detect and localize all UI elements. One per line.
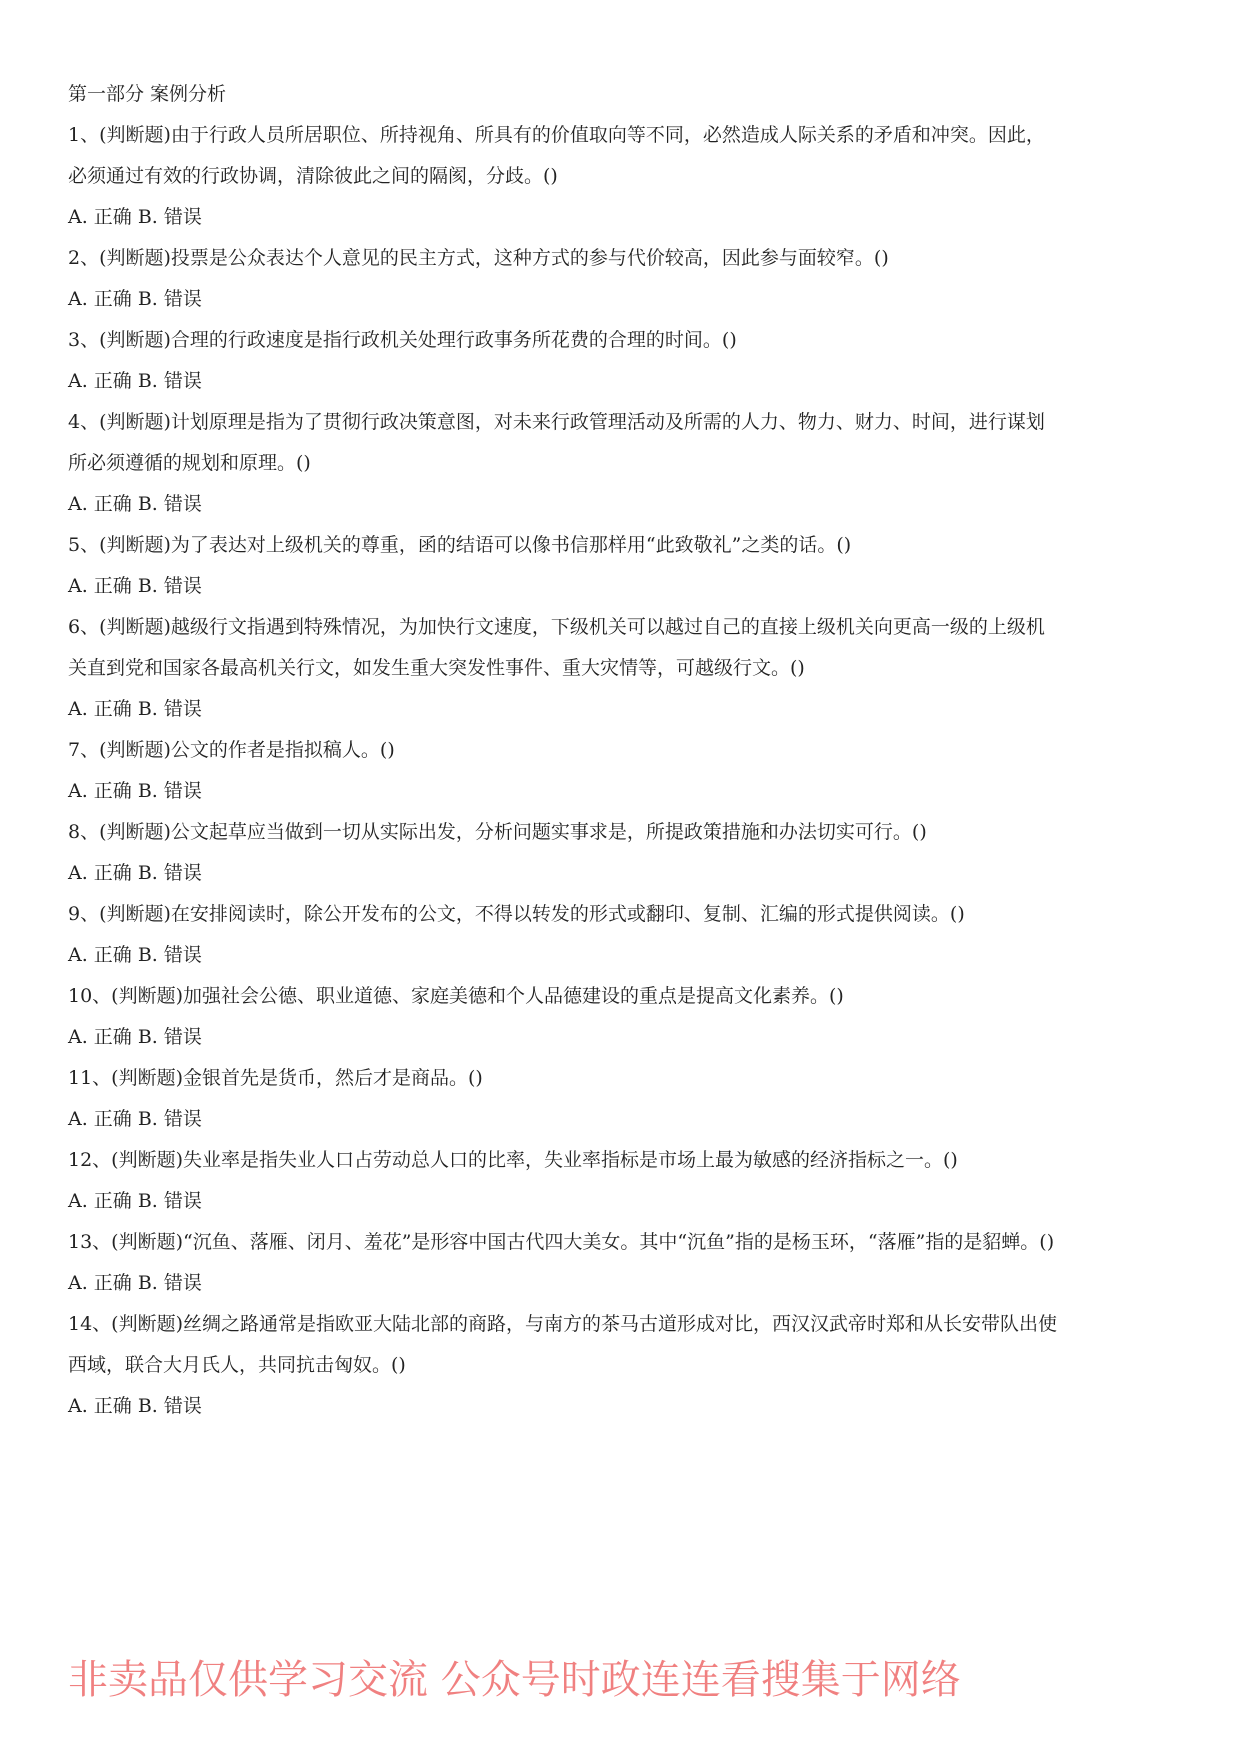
answer-options: A. 正确 B. 错误 [68,862,202,884]
answer-options: A. 正确 B. 错误 [68,1026,202,1048]
question-text: 12、(判断题)失业率是指失业人口占劳动总人口的比率，失业率指标是市场上最为敏感的经济指标之一。() [68,1149,958,1171]
answer-options: A. 正确 B. 错误 [68,288,202,310]
answer-options: A. 正确 B. 错误 [68,1190,202,1212]
question-text: 4、(判断题)计划原理是指为了贯彻行政决策意图，对未来行政管理活动及所需的人力、物力、财力、时间，进行谋划所必须遵循的规划和原理。() [68,411,1045,474]
question-text: 14、(判断题)丝绸之路通常是指欧亚大陆北部的商路，与南方的茶马古道形成对比，西汉汉武帝时郑和从长安带队出使西域，联合大月氏人，共同抗击匈奴。() [68,1313,1058,1376]
document-body [68,74,1058,1427]
question-text: 2、(判断题)投票是公众表达个人意见的民主方式，这种方式的参与代价较高，因此参与面较窄。() [68,247,889,269]
answer-options: A. 正确 B. 错误 [68,1272,202,1294]
question-text: 5、(判断题)为了表达对上级机关的尊重，函的结语可以像书信那样用“此致敬礼”之类的话。() [68,534,852,556]
question-text: 6、(判断题)越级行文指遇到特殊情况，为加快行文速度，下级机关可以越过自己的直接上级机关向更高一级的上级机关直到党和国家各最高机关行文，如发生重大突发性事件、重大灾情等，可越级行文。() [68,616,1045,679]
question-text: 13、(判断题)“沉鱼、落雁、闭月、羞花”是形容中国古代四大美女。其中“沉鱼”指的是杨玉环，“落雁”指的是貂蝉。() [68,1231,1055,1253]
question-text: 3、(判断题)合理的行政速度是指行政机关处理行政事务所花费的合理的时间。() [68,329,737,351]
question-text: 9、(判断题)在安排阅读时，除公开发布的公文，不得以转发的形式或翻印、复制、汇编的形式提供阅读。() [68,903,965,925]
question-text: 8、(判断题)公文起草应当做到一切从实际出发，分析问题实事求是，所提政策措施和办法切实可行。() [68,821,927,843]
answer-options: A. 正确 B. 错误 [68,944,202,966]
answer-options: A. 正确 B. 错误 [68,493,202,515]
answer-options: A. 正确 B. 错误 [68,1395,202,1417]
answer-options: A. 正确 B. 错误 [68,780,202,802]
answer-options: A. 正确 B. 错误 [68,698,202,720]
answer-options: A. 正确 B. 错误 [68,575,202,597]
answer-options: A. 正确 B. 错误 [68,370,202,392]
section-title: 第一部分 案例分析 [68,83,227,105]
question-list [68,115,1058,1427]
question-text: 1、(判断题)由于行政人员所居职位、所持视角、所具有的价值取向等不同，必然造成人际关系的矛盾和冲突。因此，必须通过有效的行政协调，清除彼此之间的隔阂，分歧。() [68,124,1045,187]
question-text: 7、(判断题)公文的作者是指拟稿人。() [68,739,395,761]
question-text: 10、(判断题)加强社会公德、职业道德、家庭美德和个人品德建设的重点是提高文化素养。() [68,985,844,1007]
question-text: 11、(判断题)金银首先是货币，然后才是商品。() [68,1067,483,1089]
watermark-text: 非卖品仅供学习交流 公众号时政连连看搜集于网络 [68,1657,961,1703]
answer-options: A. 正确 B. 错误 [68,206,202,228]
answer-options: A. 正确 B. 错误 [68,1108,202,1130]
